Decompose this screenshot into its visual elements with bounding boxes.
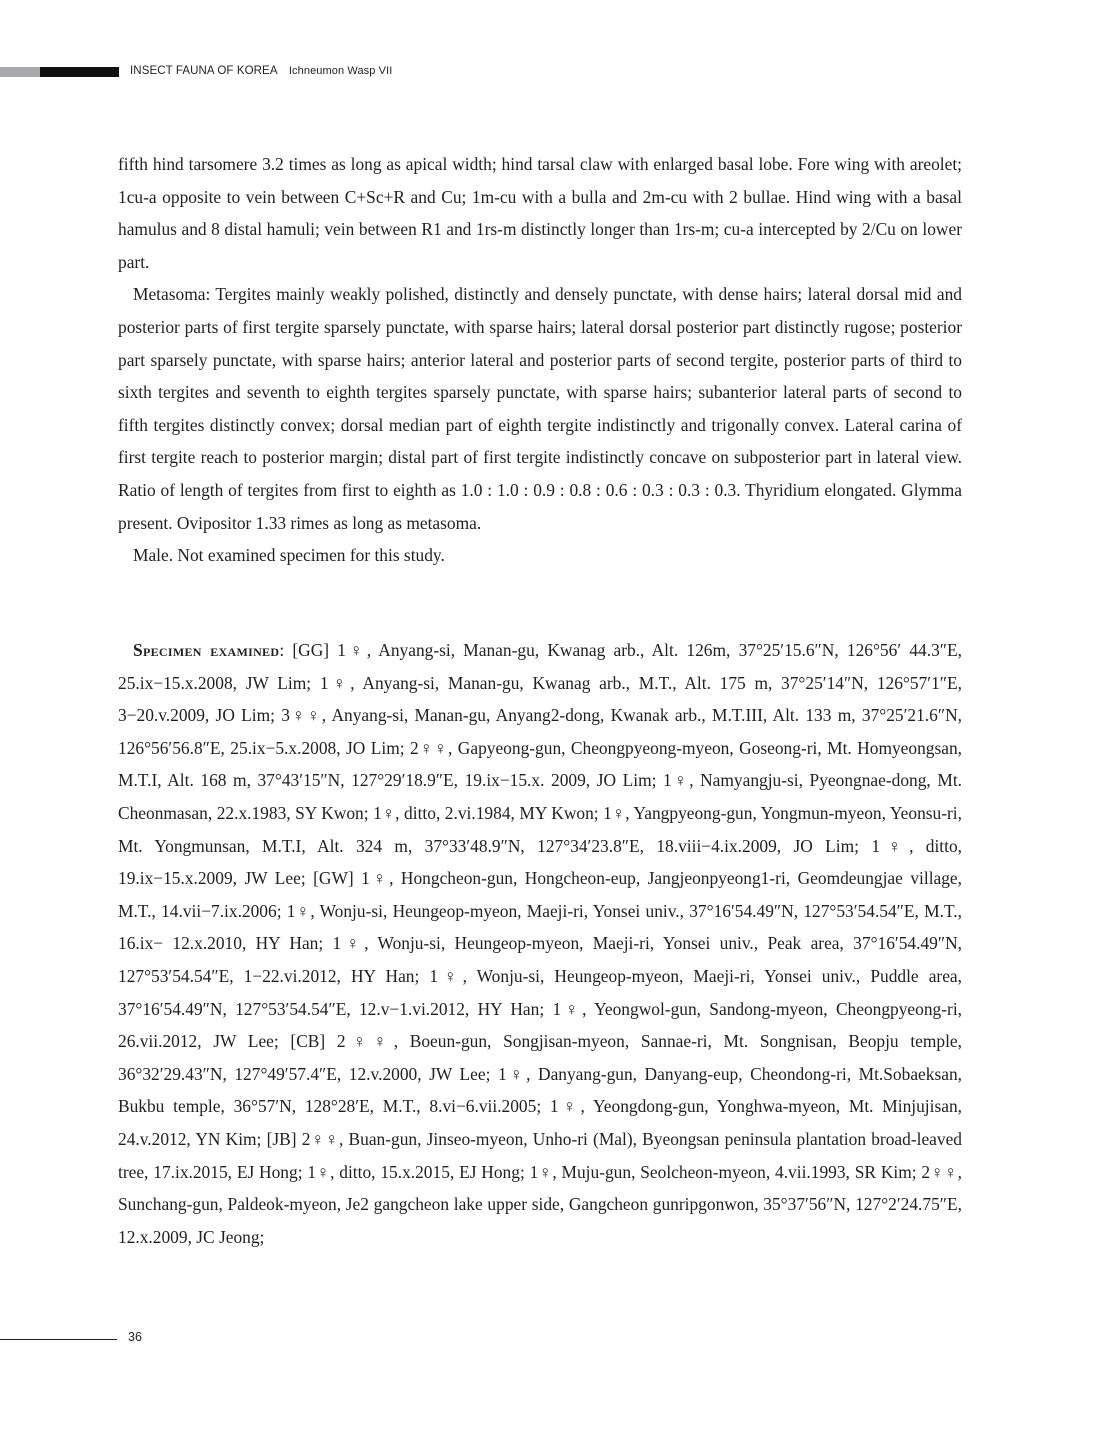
running-head bbox=[130, 65, 392, 77]
specimen-examined-section bbox=[118, 634, 962, 1253]
header-bar-grey-segment bbox=[0, 67, 40, 77]
specimen-heading: Specimen examined bbox=[133, 640, 280, 660]
series-title: INSECT FAUNA OF KOREA bbox=[130, 65, 278, 77]
header-bar-black-segment bbox=[40, 67, 119, 77]
volume-title: Ichneumon Wasp VII bbox=[288, 65, 393, 77]
header-color-bar bbox=[0, 67, 120, 77]
footer-rule bbox=[0, 1339, 117, 1340]
page-number: 36 bbox=[128, 1330, 142, 1344]
specimen-records: : [GG] 1♀, Anyang-si, Manan-gu, Kwanag arb., Alt. 126m, 37°25′15.6″N, 126°56′ 44.3″E, 25.ix−15.x.2008, JW Lim; 1♀, Anyang-si, Manan-gu, Kwanag arb., M.T., Alt. 175 m, 37°25′14″N, 126°57′1″E, 3−20.v.2009, JO Lim; 3♀♀, Anyang-si, Manan-gu, Anyang2-dong, Kwanak arb., M.T.III, Alt. 133 m, 37°25′21.6″N, 126°56′56.8″E, 25.ix−5.x.2008, JO Lim; 2♀♀, Gapyeong-gun, Cheongpyeong-myeon, Goseong-ri, Mt. Homyeongsan, M.T.I, Alt. 168 m, 37°43′15″N, 127°29′18.9″E, 19.ix−15.x. 2009, JO Lim; 1♀, Namyangju-si, Pyeongnae-dong, Mt. Cheonmasan, 22.x.1983, SY Kwon; 1♀, ditto, 2.vi.1984, MY Kwon; 1♀, Yangpyeong-gun, Yongmun-myeon, Yeonsu-ri, Mt. Yongmunsan, M.T.I, Alt. 324 m, 37°33′48.9″N, 127°34′23.8″E, 18.viii−4.ix.2009, JO Lim; 1♀, ditto, 19.ix−15.x.2009, JW Lee; [GW] 1♀, Hongcheon-gun, Hongcheon-eup, Jangjeonpyeong1-ri, Geomdeungjae village, M.T., 14.vii−7.ix.2006; 1♀, Wonju-si, Heungeop-myeon, Maeji-ri, Yonsei univ., 37°16′54.49″N, 127°53′54.54″E, M.T., 16.ix− 12.x.2010, HY Han; 1♀, Wonju-si, Heungeop-myeon, Maeji-ri, Yonsei univ., Peak area, 37°16′54.49″N, 127°53′54.54″E, 1−22.vi.2012, HY Han; 1♀, Wonju-si, Heungeop-myeon, Maeji-ri, Yonsei univ., Puddle area, 37°16′54.49″N, 127°53′54.54″E, 12.v−1.vi.2012, HY Han; 1♀, Yeongwol-gun, Sandong-myeon, Cheongpyeong-ri, 26.vii.2012, JW Lee; [CB] 2♀♀, Boeun-gun, Songjisan-myeon, Sannae-ri, Mt. Songnisan, Beopju temple, 36°32′29.43″N, 127°49′57.4″E, 12.v.2000, JW Lee; 1♀, Danyang-gun, Danyang-eup, Cheondong-ri, Mt.Sobaeksan, Bukbu temple, 36°57′N, 128°28′E, M.T., 8.vi−6.vii.2005; 1♀, Yeongdong-gun, Yonghwa-myeon, Mt. Minjujisan, 24.v.2012, YN Kim; [JB] 2♀♀, Buan-gun, Jinseo-myeon, Unho-ri (Mal), Byeongsan peninsula plantation broad-leaved tree, 17.ix.2015, EJ Hong; 1♀, ditto, 15.x.2015, EJ Hong; 1♀, Muju-gun, Seolcheon-myeon, 4.vii.1993, SR Kim; 2♀♀, Sunchang-gun, Paldeok-myeon, Je2 gangcheon lake upper side, Gangcheon gunripgonwon, 35°37′56″N, 127°2′24.75″E, 12.x.2009, JC Jeong; bbox=[118, 640, 962, 1247]
specimen-paragraph bbox=[118, 634, 962, 1253]
description-body bbox=[118, 148, 962, 572]
paragraph-metasoma: Metasoma: Tergites mainly weakly polished, distinctly and densely punctate, with dense hairs; lateral dorsal mid and posterior parts of first tergite sparsely punctate, with sparse hairs; lateral dorsal posterior part distinctly rugose; posterior part sparsely punctate, with sparse hairs; anterior lateral and posterior parts of second tergite, posterior parts of third to sixth tergites and seventh to eighth tergites sparsely punctate, with sparse hairs; subanterior lateral parts of second to fifth tergites distinctly convex; dorsal median part of eighth tergite indistinctly and trigonally convex. Lateral carina of first tergite reach to posterior margin; distal part of first tergite indistinctly concave on subposterior part in lateral view. Ratio of length of tergites from first to eighth as 1.0 : 1.0 : 0.9 : 0.8 : 0.6 : 0.3 : 0.3 : 0.3. Thyridium elongated. Glymma present. Ovipositor 1.33 rimes as long as metasoma. bbox=[118, 284, 962, 533]
paragraph-male: Male. Not examined specimen for this study. bbox=[133, 545, 445, 566]
paragraph-wing-description: fifth hind tarsomere 3.2 times as long as apical width; hind tarsal claw with enlarged basal lobe. Fore wing with areolet; 1cu-a opposite to vein between C+Sc+R and Cu; 1m-cu with a bulla and 2m-cu with 2 bullae. Hind wing with a basal hamulus and 8 distal hamuli; vein between R1 and 1rs-m distinctly longer than 1rs-m; cu-a intercepted by 2/Cu on lower part. bbox=[118, 154, 962, 272]
